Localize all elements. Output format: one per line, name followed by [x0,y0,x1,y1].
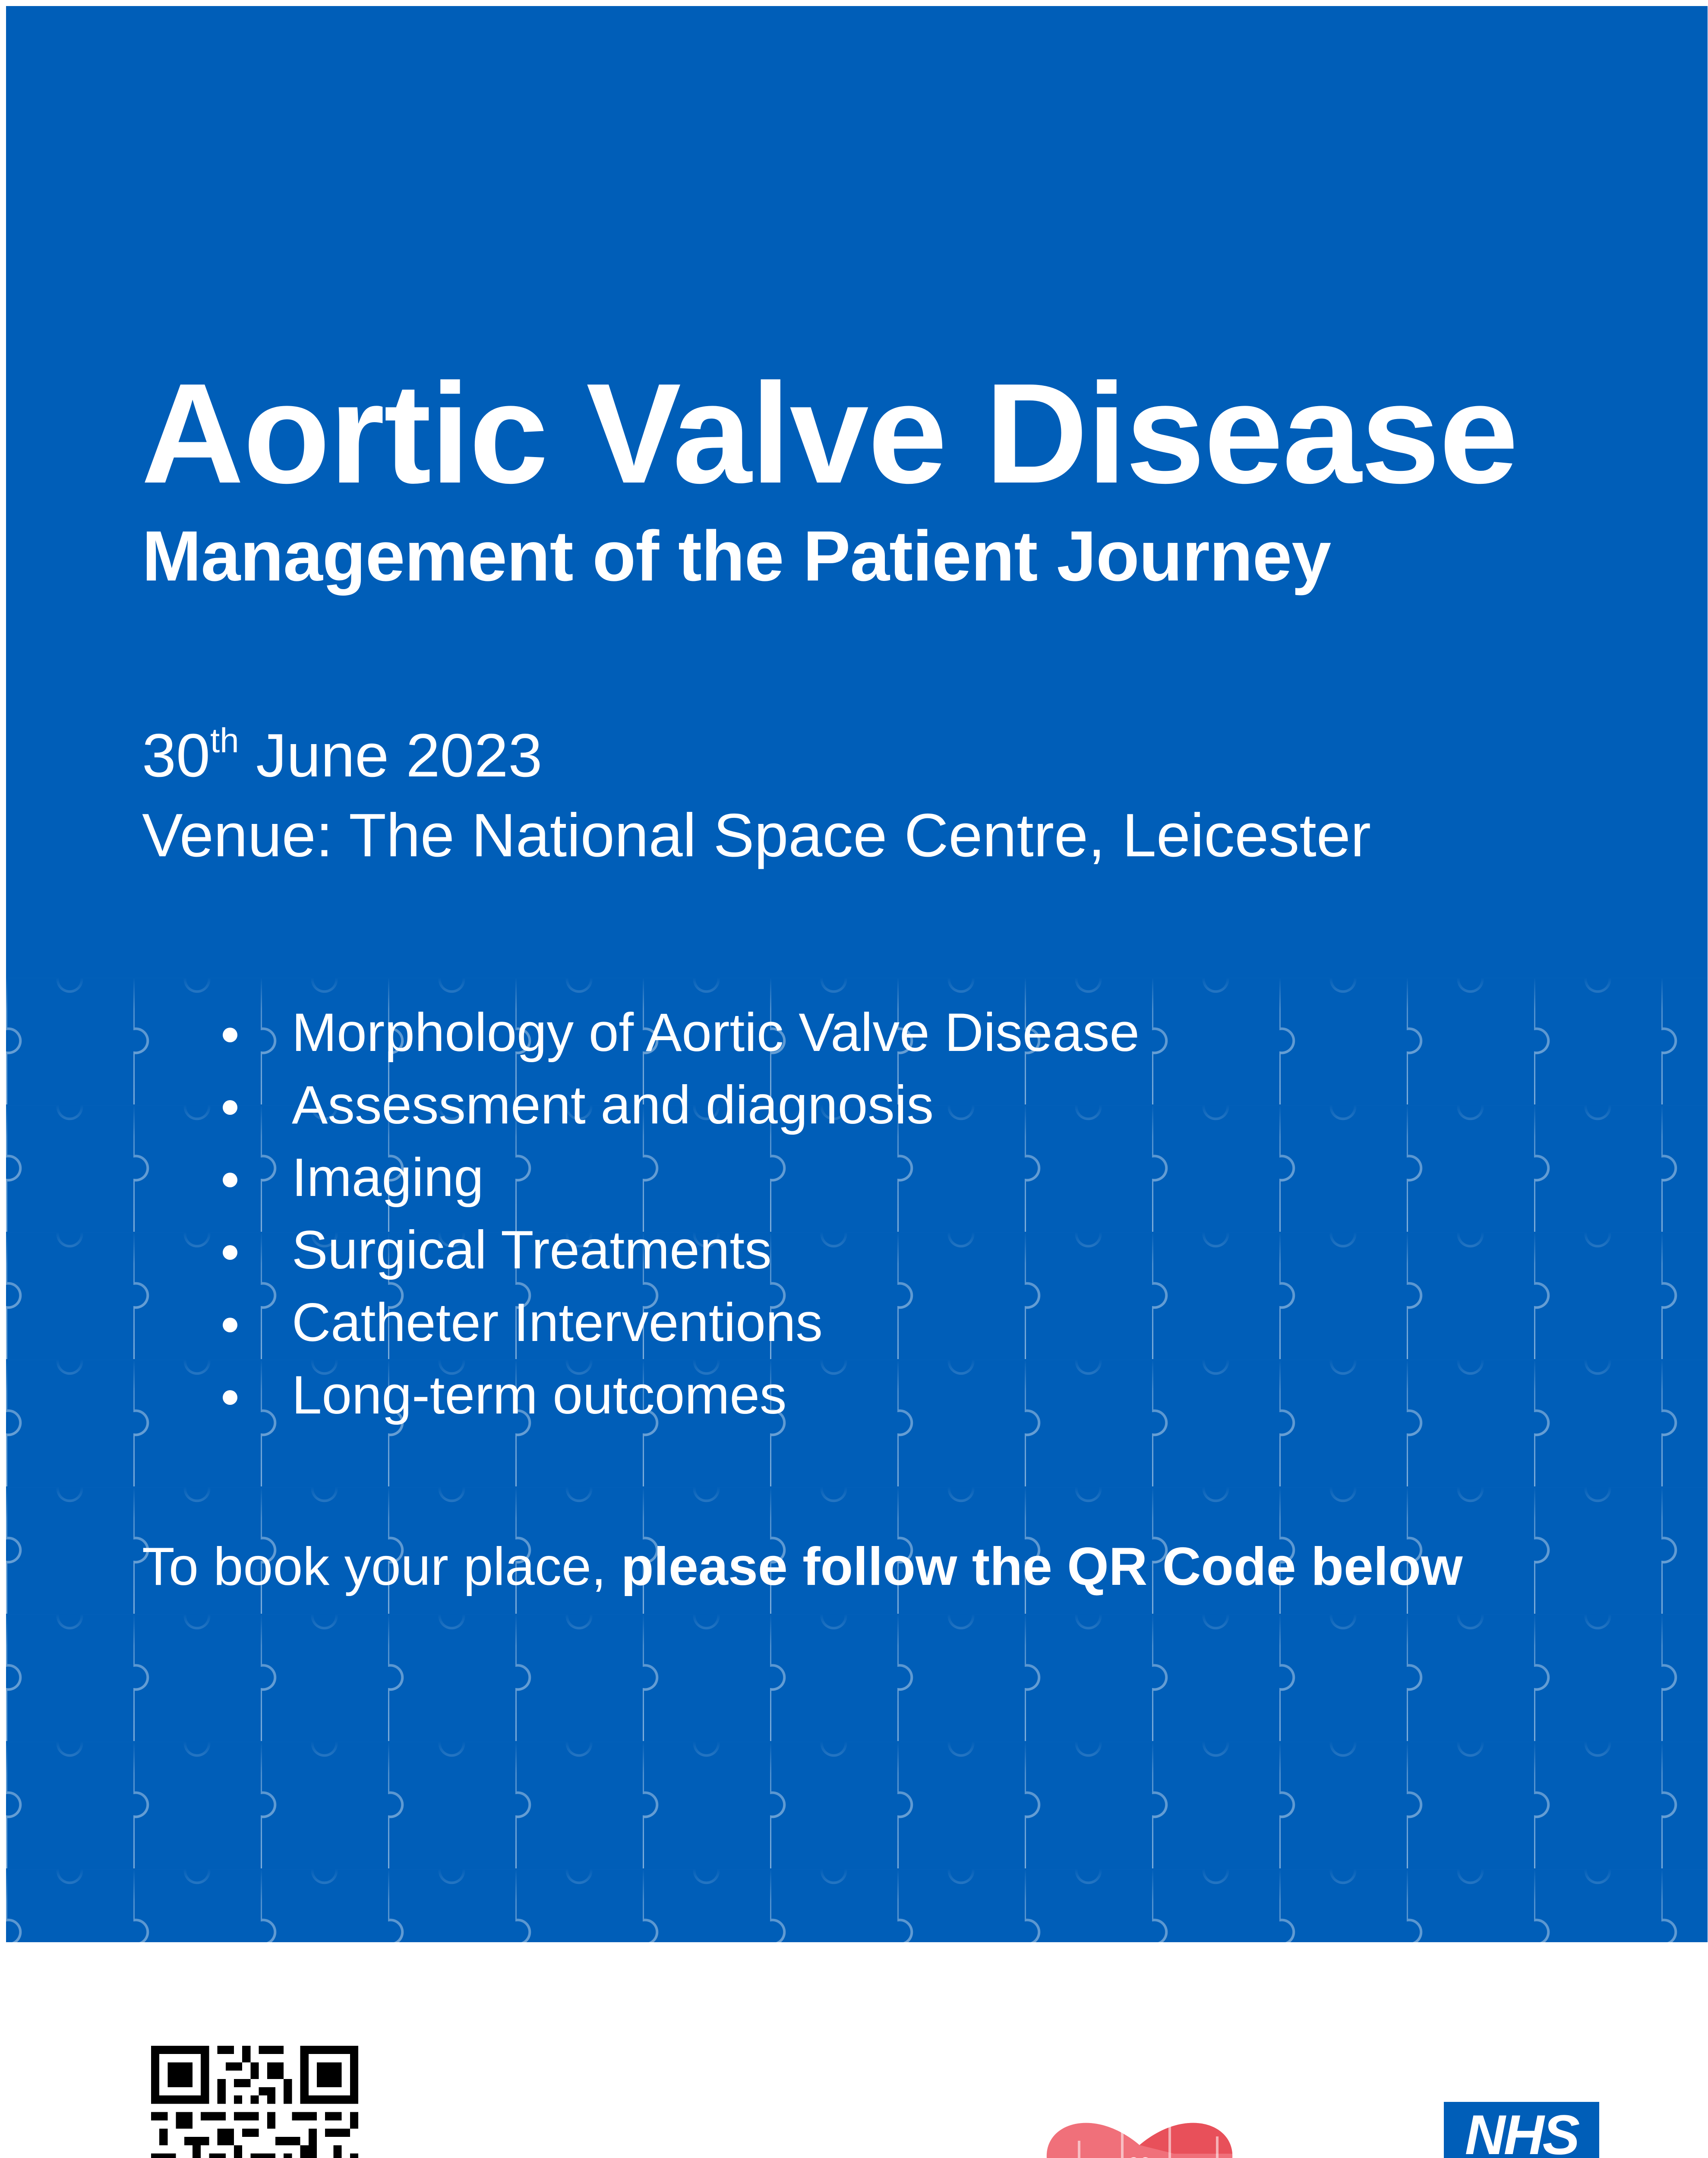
poster-subtitle: Management of the Patient Journey [142,516,1331,596]
poster-title: Aortic Valve Disease [141,353,1518,513]
booking-emphasis: please follow the QR Code below [621,1537,1463,1596]
list-item: Morphology of Aortic Valve Disease [213,997,1140,1069]
list-item: Surgical Treatments [213,1214,1140,1287]
topics-list [213,997,1140,1432]
list-item: Assessment and diagnosis [213,1069,1140,1142]
list-item: Imaging [213,1142,1140,1214]
event-venue: Venue: The National Space Centre, Leicester [142,801,1371,870]
booking-lead: To book your place, [142,1537,621,1596]
list-item: Long-term outcomes [213,1359,1140,1432]
event-date [142,720,542,791]
date-month-year: June 2023 [239,721,543,790]
booking-instruction [142,1536,1463,1597]
date-suffix: th [210,721,239,760]
booking-qr-code[interactable] [151,2046,358,2158]
nhs-logo: NHS [1465,2103,1579,2158]
list-item: Catheter Interventions [213,1287,1140,1359]
poster-banner [6,6,1708,1942]
heart-network-logo [993,2098,1243,2158]
puzzle-heart-icon [1047,2123,1232,2158]
date-day: 30 [142,721,210,790]
